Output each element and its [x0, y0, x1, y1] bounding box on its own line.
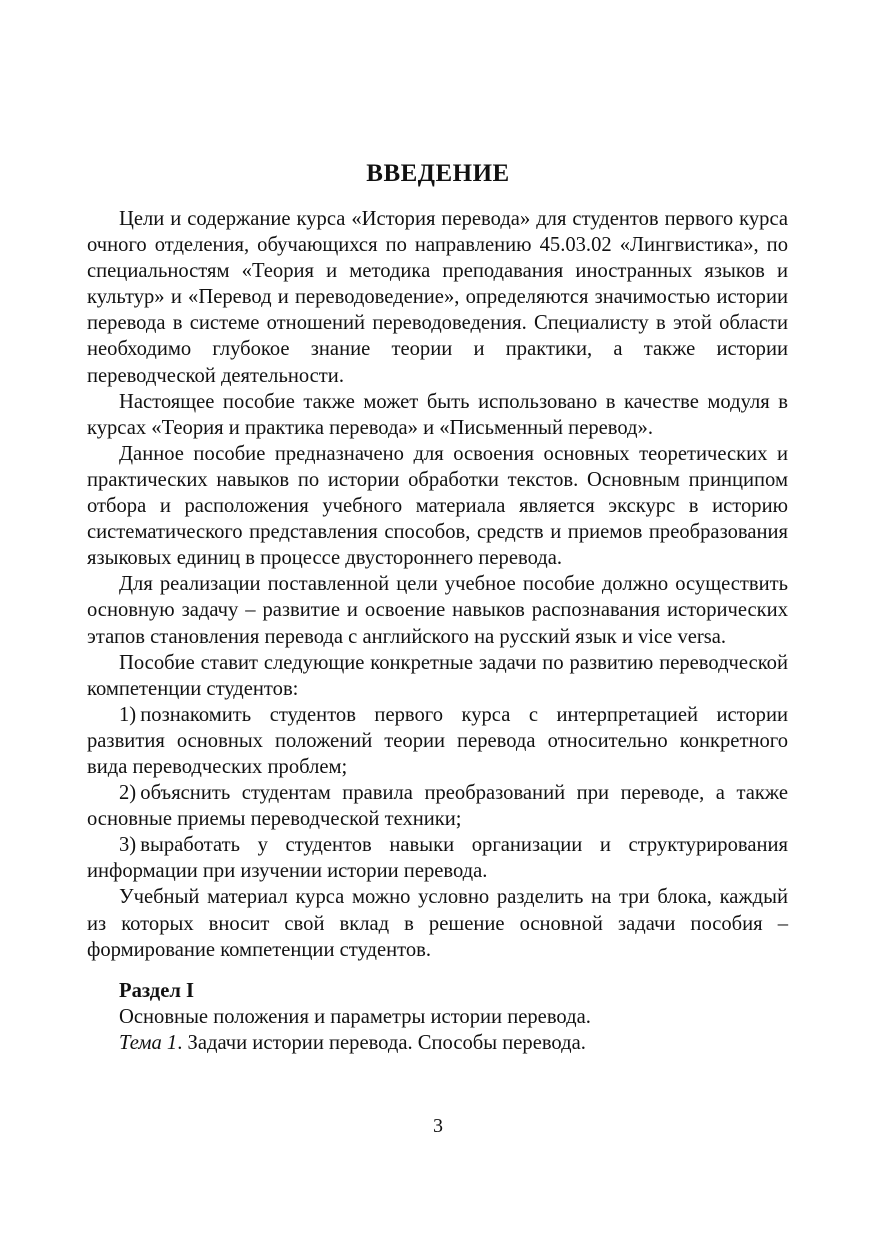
page-number: 3 [433, 1115, 443, 1137]
theme-label: Тема 1 [119, 1031, 178, 1054]
theme-text: . Задачи истории перевода. Способы перевода. [177, 1031, 586, 1054]
paragraph-purpose: Данное пособие предназначено для освоения основных теоретических и практических навыков по истории обработки текстов. Основным принципом отбора и расположения учебного материала является экскурс в историю систематического представления способов, средств и приемов преобразования языковых единиц в процессе двустороннего перевода. [87, 442, 788, 570]
task-item-1: 1) познакомить студентов первого курса с интерпретацией истории развития основных положений теории перевода относительно конкретного вида переводческих проблем; [87, 703, 788, 778]
body-text [87, 206, 788, 1056]
paragraph-intro: Цели и содержание курса «История перевода» для студентов первого курса очного отделения, обучающихся по направлению 45.03.02 «Лингвистика», по специальностям «Теория и методика преподавания иностранных языков и культур» и «Перевод и переводоведение», определяются значимостью истории перевода в системе отношений переводоведения. Специалисту в этой области необходимо глубокое знание теории и практики, а также истории переводческой деятельности. [87, 208, 788, 387]
section-heading: Раздел I [119, 979, 195, 1002]
task-item-3: 3) выработать у студентов навыки организации и структурирования информации при изучении истории перевода. [87, 834, 788, 883]
task-item-2: 2) объяснить студентам правила преобразований при переводе, а также основные приемы переводческой техники; [87, 782, 788, 831]
paragraph-tasks-intro: Пособие ставит следующие конкретные задачи по развитию переводческой компетенции студентов: [87, 651, 788, 700]
paragraph-blocks: Учебный материал курса можно условно разделить на три блока, каждый из которых вносит свой вклад в решение основной задачи пособия – формирование компетенции студентов. [87, 886, 788, 961]
paragraph-goal: Для реализации поставленной цели учебное пособие должно осуществить основную задачу – развитие и освоение навыков распознавания исторических этапов становления перевода с английского на русский язык и vice versa. [87, 573, 788, 648]
section-block [87, 978, 788, 1056]
paragraph-module: Настоящее пособие также может быть использовано в качестве модуля в курсах «Теория и практика перевода» и «Письменный перевод». [87, 390, 788, 439]
page-title: ВВЕДЕНИЕ [366, 160, 510, 187]
theme-line [87, 1030, 788, 1056]
section-subtitle: Основные положения и параметры истории перевода. [119, 1005, 591, 1028]
